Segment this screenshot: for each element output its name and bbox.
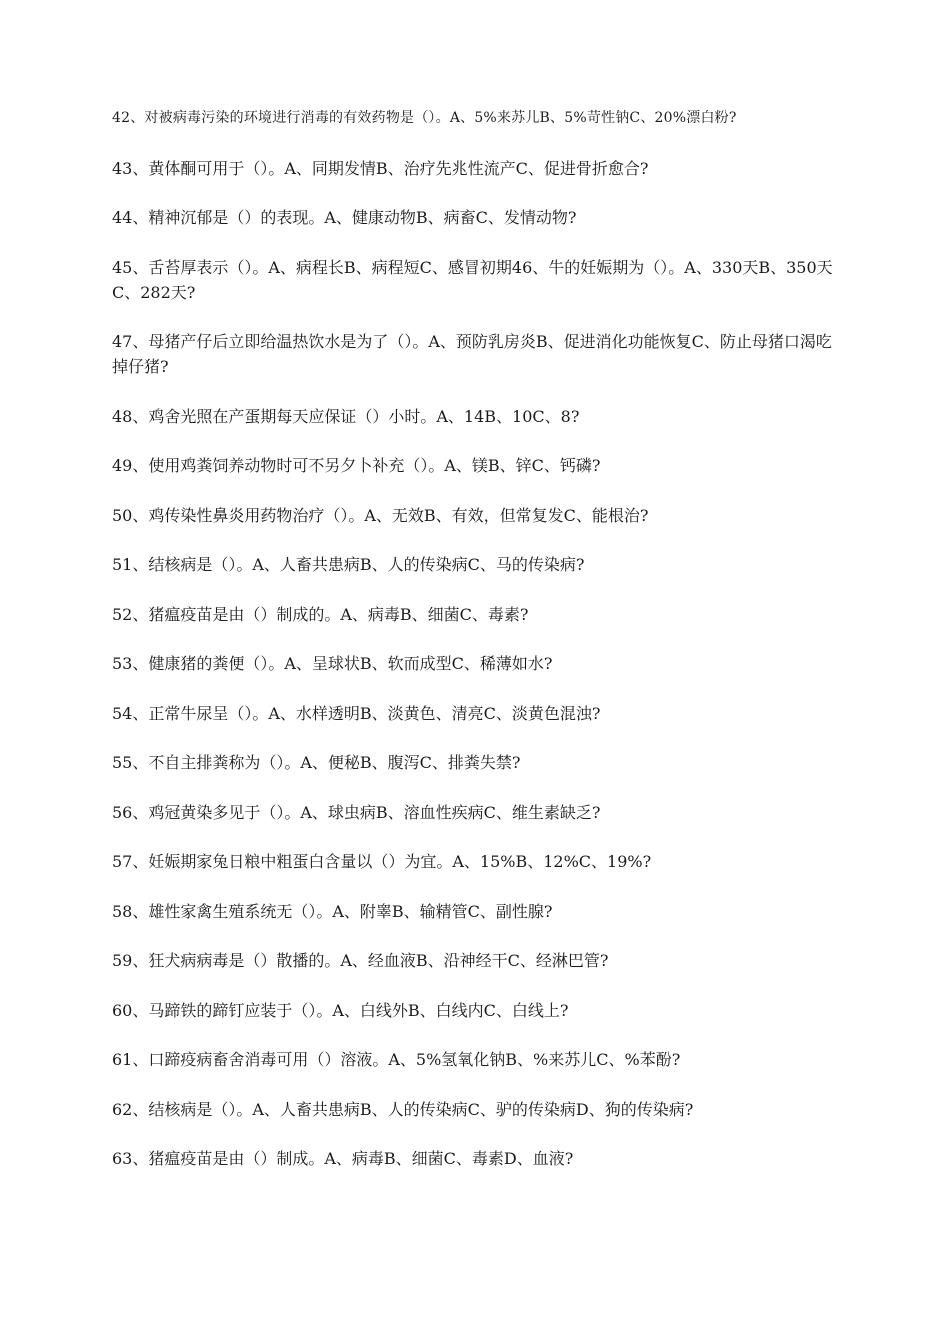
question-47: 47、母猪产仔后立即给温热饮水是为了（）。A、预防乳房炎B、促进消化功能恢复C、防止母猪口渴吃掉仔猪? [112, 332, 832, 376]
question-42: 42、对被病毒污染的环境进行消毒的有效药物是（）。A、5%来苏儿B、5%苛性钠C、20%漂白粉? [112, 110, 737, 126]
question-63: 63、猪瘟疫苗是由（）制成。A、病毒B、细菌C、毒素D、血液? [112, 1149, 574, 1168]
question-56: 56、鸡冠黄染多见于（）。A、球虫病B、溶血性疾病C、维生素缺乏? [112, 802, 601, 822]
question-50: 50、鸡传染性鼻炎用药物治疗（）。A、无效B、有效，但常复发C、能根治? [112, 505, 649, 525]
question-43: 43、黄体酮可用于（）。A、同期发情B、治疗先兆性流产C、促进骨折愈合? [112, 158, 649, 178]
question-61: 61、口蹄疫病畜舍消毒可用（）溶液。A、5%氢氧化钠B、%来苏儿C、%苯酚? [112, 1050, 681, 1069]
question-52: 52、猪瘟疫苗是由（）制成的。A、病毒B、细菌C、毒素? [112, 604, 529, 624]
question-59: 59、狂犬病病毒是（）散播的。A、经血液B、沿神经干C、经淋巴管? [112, 951, 609, 970]
question-44: 44、精神沉郁是（）的表现。A、健康动物B、病畜C、发情动物? [112, 208, 577, 227]
question-57: 57、妊娠期家兔日粮中粗蛋白含量以（）为宜。A、15%B、12%C、19%? [112, 852, 652, 871]
question-51: 51、结核病是（）。A、人畜共患病B、人的传染病C、马的传染病? [112, 555, 585, 574]
question-53: 53、健康猪的粪便（）。A、呈球状B、软而成型C、稀薄如水? [112, 654, 553, 673]
question-45-46: 45、舌苔厚表示（）。A、病程长B、病程短C、感冒初期46、牛的妊娠期为（）。A、330天B、350天C、282天? [112, 257, 833, 302]
question-48: 48、鸡舍光照在产蛋期每天应保证（）小时。A、14B、10C、8? [112, 406, 580, 426]
question-54: 54、正常牛尿呈（）。A、水样透明B、淡黄色、清亮C、淡黄色混浊? [112, 703, 601, 723]
question-49: 49、使用鸡粪饲养动物时可不另夕卜补充（）。A、镁B、锌C、钙磷? [112, 456, 601, 475]
question-list [112, 106, 840, 1196]
question-62: 62、结核病是（）。A、人畜共患病B、人的传染病C、驴的传染病D、狗的传染病? [112, 1099, 694, 1119]
question-58: 58、雄性家禽生殖系统无（）。A、附睾B、输精管C、副性腺? [112, 901, 553, 921]
question-55: 55、不自主排粪称为（）。A、便秘B、腹泻C、排粪失禁? [112, 753, 521, 772]
question-60: 60、马蹄铁的蹄钉应装于（）。A、白线外B、白线内C、白线上? [112, 1000, 569, 1020]
